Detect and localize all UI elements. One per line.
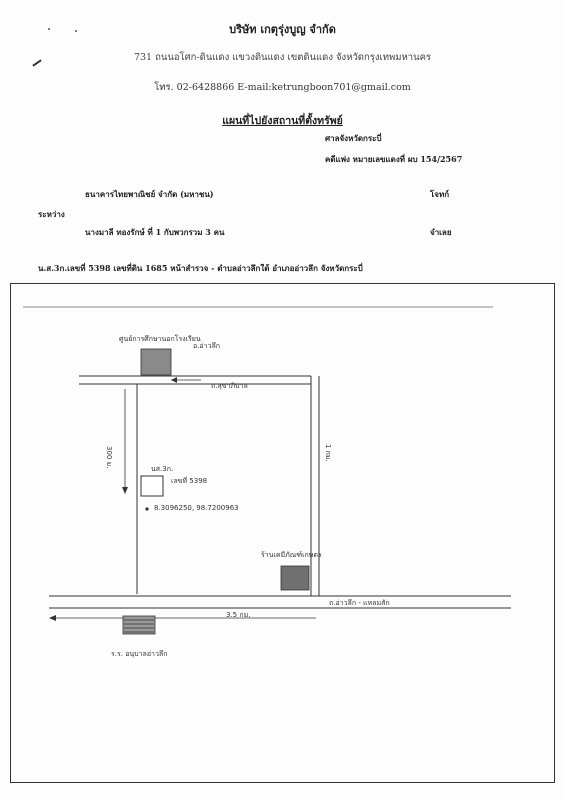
arrow-head [171,377,177,383]
school-building-icon [141,349,171,375]
deed-info: น.ส.3ก.เลขที่ 5398 เลขที่ดิน 1685 หน้าสำรวจ - ตำบลอ่าวลึกใต้ อำเภออ่าวลึก จังหวัดกระบี่ [38,263,363,273]
court-name: ศาลจังหวัดกระบี่ [325,133,382,143]
company-contact: โทร. 02-6428866 E-mail:ketrungboon701@gmail.com [154,82,411,93]
plot-number-label: เลขที่ 5398 [171,477,208,485]
plaintiff-name: ธนาคารไทยพาณิชย์ จำกัด (มหาชน) [85,189,214,199]
between-label: ระหว่าง [38,209,65,219]
arrow-head [122,487,128,494]
document-title: แผนที่ไปยังสถานที่ตั้งทรัพย์ [222,115,343,127]
road-left-label: 300 ม. [105,446,113,469]
map-drawing [11,284,556,784]
case-number: คดีแพ่ง หมายเลขแดงที่ ผบ 154/2567 [325,154,463,164]
location-dot-icon [145,507,148,510]
plot-ns-label: นส.3ก. [151,465,174,473]
plot-icon [141,476,163,496]
coordinates-label: 8.3096250, 98.7200963 [154,504,239,512]
company-address: 731 ถนนอโศก-ดินแดง แขวงดินแดง เขตดินแดง จังหวัดกรุงเทพมหานคร [133,52,432,63]
road-top-label: ถ.สุขาภิบาล [211,382,248,390]
landmark-top-sub-label: อ.อ่าวลึก [193,342,221,350]
company-name: บริษัท เกตุรุ่งบูญ จำกัด [229,23,336,36]
location-map [10,283,555,783]
defendant-name: นางมาลี ทองรักษ์ ที่ 1 กับพวกรวม 3 คน [85,227,225,237]
road-bottom-label: ถ.อ่าวลึก - แหลมสัก [329,599,390,607]
distance-bottom-label: 3.5 กม. [226,611,251,619]
shop-building-icon [281,566,309,590]
road-right-label: 1 กม. [324,444,332,462]
arrow-head [49,615,56,621]
plaintiff-role: โจทก์ [430,189,450,199]
defendant-role: จำเลย [430,227,452,237]
landmark-top-label: ศูนย์การศึกษานอกโรงเรียน [119,335,201,343]
shop-label: ร้านเคมีภัณฑ์เกษตร [261,551,322,559]
kindergarten-building-icon [123,616,155,634]
bottom-landmark-label: ร.ร. อนุบาลอ่าวลึก [111,650,168,658]
